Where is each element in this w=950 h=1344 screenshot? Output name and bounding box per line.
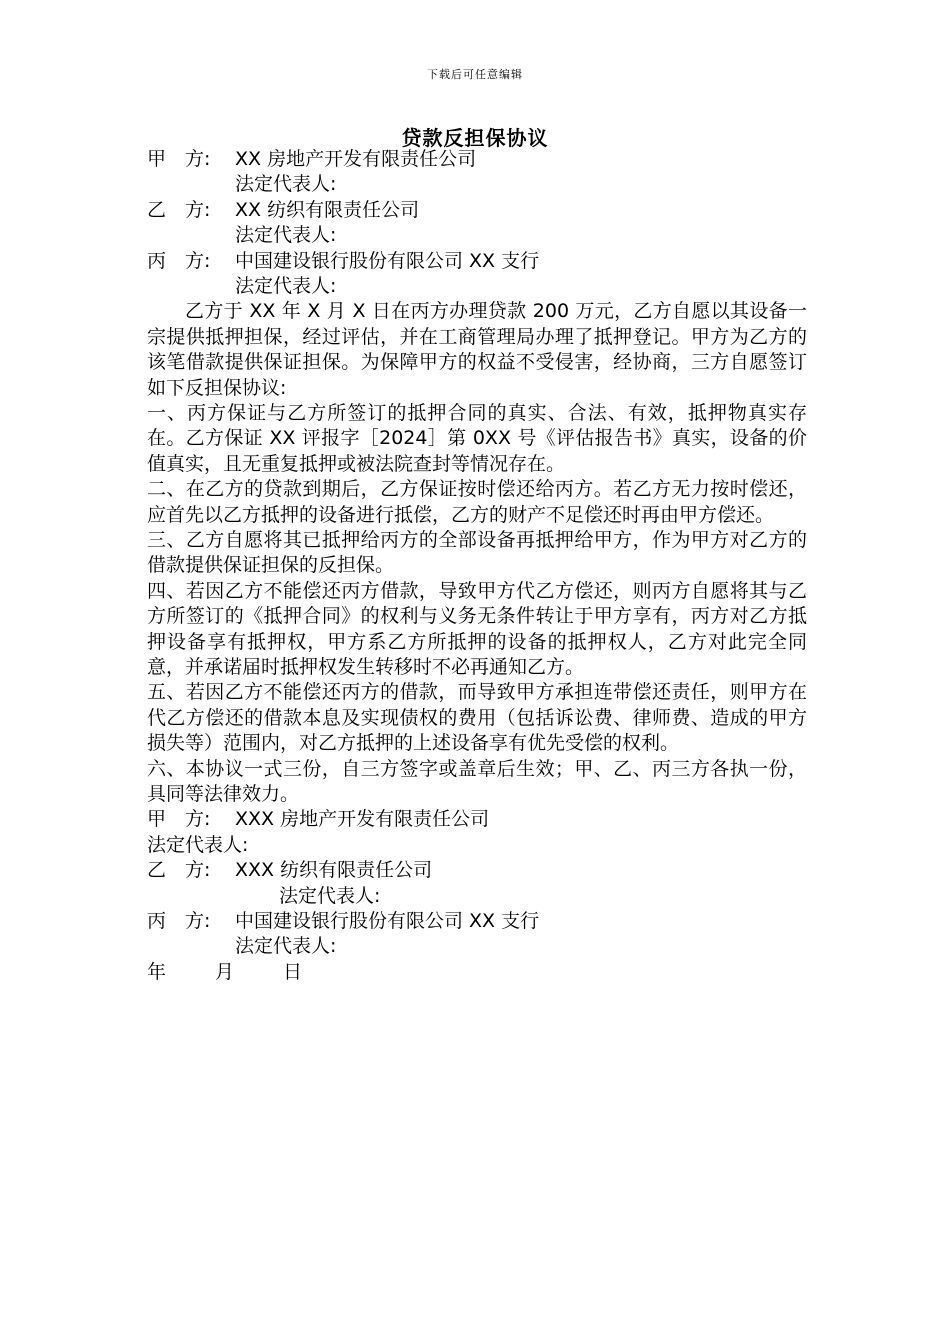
sign-party-a-name: XXX 房地产开发有限责任公司 xyxy=(235,808,490,831)
sign-party-c-line xyxy=(147,909,807,934)
party-a-label: 甲 方: xyxy=(147,148,211,170)
date-month: 月 xyxy=(215,960,235,983)
signature-date xyxy=(147,960,807,985)
sign-party-b-name: XXX 纺织有限责任公司 xyxy=(235,859,433,882)
sign-party-a-rep: 法定代表人: xyxy=(147,833,249,856)
clause-5: 五、若因乙方不能偿还丙方的借款，而导致甲方承担连带偿还责任，则甲方在代乙方偿还的借款本息及实现债权的费用（包括诉讼费、律师费、造成的甲方损失等）范围内，对乙方抵押的上述设备享有优先受偿的权利。 xyxy=(147,681,807,755)
sign-party-b-rep: 法定代表人: xyxy=(279,884,381,907)
clause-1: 一、丙方保证与乙方所签订的抵押合同的真实、合法、有效，抵押物真实存在。乙方保证 XX 评报字［2024］第 0XX 号《评估报告书》真实，设备的价值真实，且无重复抵押或被法院查封等情况存在。 xyxy=(147,401,807,475)
party-c-name: 中国建设银行股份有限公司 XX 支行 xyxy=(235,249,540,272)
header-note: 下载后可任意编辑 xyxy=(427,68,523,81)
party-b-name: XX 纺织有限责任公司 xyxy=(235,198,420,221)
date-year: 年 xyxy=(147,960,167,983)
sign-party-a-label: 甲 方: xyxy=(147,808,211,831)
clause-3: 三、乙方自愿将其已抵押给丙方的全部设备再抵押给甲方，作为甲方对乙方的借款提供保证担保的反担保。 xyxy=(147,529,807,577)
sign-party-c-label: 丙 方: xyxy=(147,910,211,933)
sign-party-c-name: 中国建设银行股份有限公司 XX 支行 xyxy=(235,910,540,933)
party-a-line xyxy=(147,147,807,172)
party-a-rep: 法定代表人: xyxy=(235,173,337,196)
sign-party-b-label: 乙 方: xyxy=(147,859,211,882)
sign-party-a-line xyxy=(147,807,807,832)
clause-2: 二、在乙方的贷款到期后，乙方保证按时偿还给丙方。若乙方无力按时偿还，应首先以乙方抵押的设备进行抵偿，乙方的财产不足偿还时再由甲方偿还。 xyxy=(147,478,807,526)
party-c-rep: 法定代表人: xyxy=(235,274,337,297)
party-c-label: 丙 方: xyxy=(147,249,211,272)
clause-6: 六、本协议一式三份，自三方签字或盖章后生效；甲、乙、丙三方各执一份，具同等法律效力。 xyxy=(147,757,807,806)
document-title: 贷款反担保协议 xyxy=(401,126,549,150)
party-a-name: XX 房地产开发有限责任公司 xyxy=(235,148,477,170)
intro-paragraph: 乙方于 XX 年 X 月 X 日在丙方办理贷款 200 万元，乙方自愿以其设备一宗提供抵押担保，经过评估，并在工商管理局办理了抵押登记。甲方为乙方的该笔借款提供保证担保。为保障甲方的权益不受侵害，经协商，三方自愿签订如下反担保协议: xyxy=(147,300,807,399)
party-b-label: 乙 方: xyxy=(147,198,211,221)
date-day: 日 xyxy=(283,960,303,983)
party-b-line xyxy=(147,198,807,223)
clause-4: 四、若因乙方不能偿还丙方借款，导致甲方代乙方偿还，则丙方自愿将其与乙方所签订的《抵押合同》的权利与义务无条件转让于甲方享有，丙方对乙方抵押设备享有抵押权，甲方系乙方所抵押的设备的抵押权人，乙方对此完全同意，并承诺届时抵押权发生转移时不必再通知乙方。 xyxy=(147,579,807,679)
party-c-line xyxy=(147,249,807,274)
document-body xyxy=(147,147,807,985)
sign-party-b-line xyxy=(147,858,807,883)
party-b-rep: 法定代表人: xyxy=(235,224,337,247)
sign-party-c-rep: 法定代表人: xyxy=(235,935,337,958)
